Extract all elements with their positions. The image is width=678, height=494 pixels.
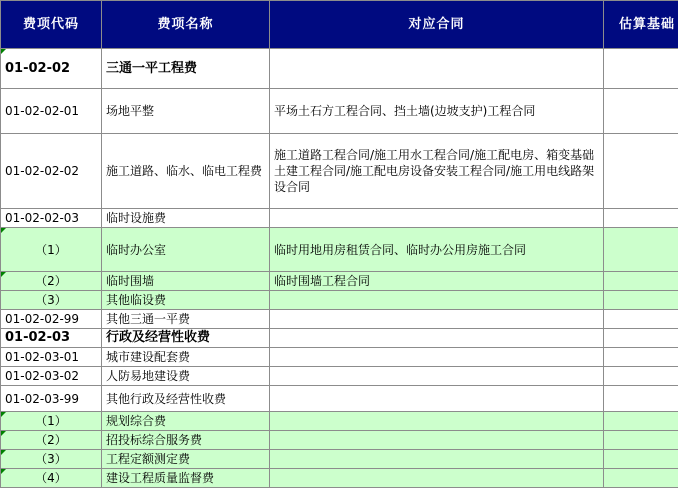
cell-name[interactable] — [102, 49, 270, 89]
cell-code[interactable] — [1, 329, 102, 348]
cell-code[interactable] — [1, 272, 102, 291]
cell-text: （4） — [35, 471, 67, 485]
header-row — [1, 1, 678, 49]
cell-basis[interactable] — [604, 329, 678, 348]
cell-basis[interactable] — [604, 310, 678, 329]
cell-code[interactable] — [1, 291, 102, 310]
cell-name[interactable] — [102, 89, 270, 134]
cell-text: 其他临设费 — [106, 293, 167, 307]
cell-basis[interactable] — [604, 431, 678, 450]
cell-code[interactable] — [1, 49, 102, 89]
cell-text: 01-02-03-02 — [5, 369, 80, 383]
cell-text: 平场土石方工程合同、挡土墙(边坡支护)工程合同 — [274, 104, 536, 118]
table-row — [1, 291, 678, 310]
cell-basis[interactable] — [604, 228, 678, 272]
cell-text: （3） — [35, 452, 67, 466]
cell-contract[interactable] — [270, 310, 604, 329]
cell-text: 规划综合费 — [106, 414, 167, 428]
cell-contract[interactable] — [270, 367, 604, 386]
cell-contract[interactable] — [270, 49, 604, 89]
cell-name[interactable] — [102, 348, 270, 367]
cell-contract[interactable] — [270, 469, 604, 488]
table-row — [1, 272, 678, 291]
table-row — [1, 310, 678, 329]
cell-text: 01-02-02-03 — [5, 211, 80, 225]
comment-marker-icon — [1, 450, 6, 455]
cell-text: （2） — [35, 433, 67, 447]
table-row — [1, 412, 678, 431]
cell-contract[interactable] — [270, 386, 604, 412]
cell-text: 01-02-03-01 — [5, 350, 80, 364]
cell-text: 三通一平工程费 — [106, 60, 198, 76]
cell-contract[interactable] — [270, 134, 604, 209]
cell-text: 01-02-02 — [5, 60, 71, 76]
cell-name[interactable] — [102, 310, 270, 329]
cell-code[interactable] — [1, 367, 102, 386]
cell-contract[interactable] — [270, 431, 604, 450]
cell-name[interactable] — [102, 134, 270, 209]
header-contract[interactable]: 对应合同 — [270, 1, 604, 49]
comment-marker-icon — [1, 431, 6, 436]
cell-text: 工程定额测定费 — [106, 452, 191, 466]
cell-text: 01-02-02-02 — [5, 164, 80, 178]
cell-code[interactable] — [1, 209, 102, 228]
cell-name[interactable] — [102, 469, 270, 488]
cell-text: 01-02-03 — [5, 330, 71, 345]
cell-text: 其他行政及经营性收费 — [106, 391, 227, 406]
cell-code[interactable] — [1, 228, 102, 272]
cell-contract[interactable] — [270, 272, 604, 291]
cell-text: 施工道路工程合同/施工用水工程合同/施工配电房、箱变基础土建工程合同/施工配电房设备安装工程合同/施工用电线路架设合同 — [274, 148, 595, 194]
cell-basis[interactable] — [604, 367, 678, 386]
cell-name[interactable] — [102, 291, 270, 310]
cell-basis[interactable] — [604, 450, 678, 469]
cell-text: 临时围墙工程合同 — [274, 274, 371, 288]
cell-code[interactable] — [1, 469, 102, 488]
header-code[interactable]: 费项代码 — [1, 1, 102, 49]
cell-code[interactable] — [1, 431, 102, 450]
cell-contract[interactable] — [270, 89, 604, 134]
cell-text: 01-02-03-99 — [5, 391, 80, 406]
cell-name[interactable] — [102, 367, 270, 386]
cell-code[interactable] — [1, 450, 102, 469]
comment-marker-icon — [1, 412, 6, 417]
table-row — [1, 450, 678, 469]
table-row — [1, 367, 678, 386]
table-row — [1, 209, 678, 228]
cell-contract[interactable] — [270, 291, 604, 310]
cell-contract[interactable] — [270, 228, 604, 272]
cell-name[interactable] — [102, 329, 270, 348]
table-row — [1, 49, 678, 89]
cell-text: 临时办公室 — [106, 242, 167, 257]
cell-contract[interactable] — [270, 329, 604, 348]
table-row — [1, 348, 678, 367]
table-row — [1, 329, 678, 348]
cell-basis[interactable] — [604, 348, 678, 367]
cell-code[interactable] — [1, 348, 102, 367]
cell-code[interactable] — [1, 310, 102, 329]
header-name[interactable]: 费项名称 — [102, 1, 270, 49]
table-body — [1, 49, 678, 488]
cell-code[interactable] — [1, 89, 102, 134]
table-row — [1, 134, 678, 209]
cell-text: 临时围墙 — [106, 274, 155, 288]
table-row — [1, 386, 678, 412]
cell-name[interactable] — [102, 450, 270, 469]
table-row — [1, 228, 678, 272]
cell-name[interactable] — [102, 386, 270, 412]
table-row — [1, 89, 678, 134]
cell-basis[interactable] — [604, 386, 678, 412]
cell-basis[interactable] — [604, 469, 678, 488]
cell-name[interactable] — [102, 209, 270, 228]
cell-text: 人防易地建设费 — [106, 369, 191, 383]
cell-basis[interactable] — [604, 89, 678, 134]
cell-code[interactable] — [1, 412, 102, 431]
cell-contract[interactable] — [270, 412, 604, 431]
cell-text: 01-02-02-99 — [5, 312, 80, 326]
cell-text: 城市建设配套费 — [106, 350, 191, 364]
comment-marker-icon — [1, 469, 6, 474]
table-row — [1, 469, 678, 488]
cell-text: 01-02-02-01 — [5, 104, 80, 118]
cell-basis[interactable] — [604, 134, 678, 209]
cell-text: 招投标综合服务费 — [106, 433, 203, 447]
comment-marker-icon — [1, 272, 6, 277]
cell-code[interactable] — [1, 386, 102, 412]
cell-text: （2） — [35, 274, 67, 288]
cell-name[interactable] — [102, 412, 270, 431]
cell-basis[interactable] — [604, 291, 678, 310]
comment-marker-icon — [1, 49, 6, 54]
cell-text: 其他三通一平费 — [106, 312, 191, 326]
comment-marker-icon — [1, 228, 6, 233]
table-row — [1, 431, 678, 450]
cell-basis[interactable] — [604, 412, 678, 431]
cell-text: （3） — [35, 293, 67, 307]
cell-contract[interactable] — [270, 450, 604, 469]
cell-text: （1） — [35, 242, 67, 257]
cell-name[interactable] — [102, 228, 270, 272]
cell-text: 建设工程质量监督费 — [106, 471, 215, 485]
cell-text: 临时用地用房租赁合同、临时办公用房施工合同 — [274, 242, 527, 257]
cell-contract[interactable] — [270, 209, 604, 228]
cell-text: （1） — [35, 414, 67, 428]
cell-basis[interactable] — [604, 272, 678, 291]
cell-contract[interactable] — [270, 348, 604, 367]
cell-name[interactable] — [102, 431, 270, 450]
cell-name[interactable] — [102, 272, 270, 291]
cell-text: 施工道路、临水、临电工程费 — [106, 164, 263, 178]
cell-basis[interactable] — [604, 209, 678, 228]
cell-text: 临时设施费 — [106, 211, 167, 225]
cell-text: 行政及经营性收费 — [106, 330, 211, 345]
cell-code[interactable] — [1, 134, 102, 209]
cell-text: 场地平整 — [106, 104, 155, 118]
cell-basis[interactable] — [604, 49, 678, 89]
header-basis[interactable]: 估算基础 — [604, 1, 678, 49]
